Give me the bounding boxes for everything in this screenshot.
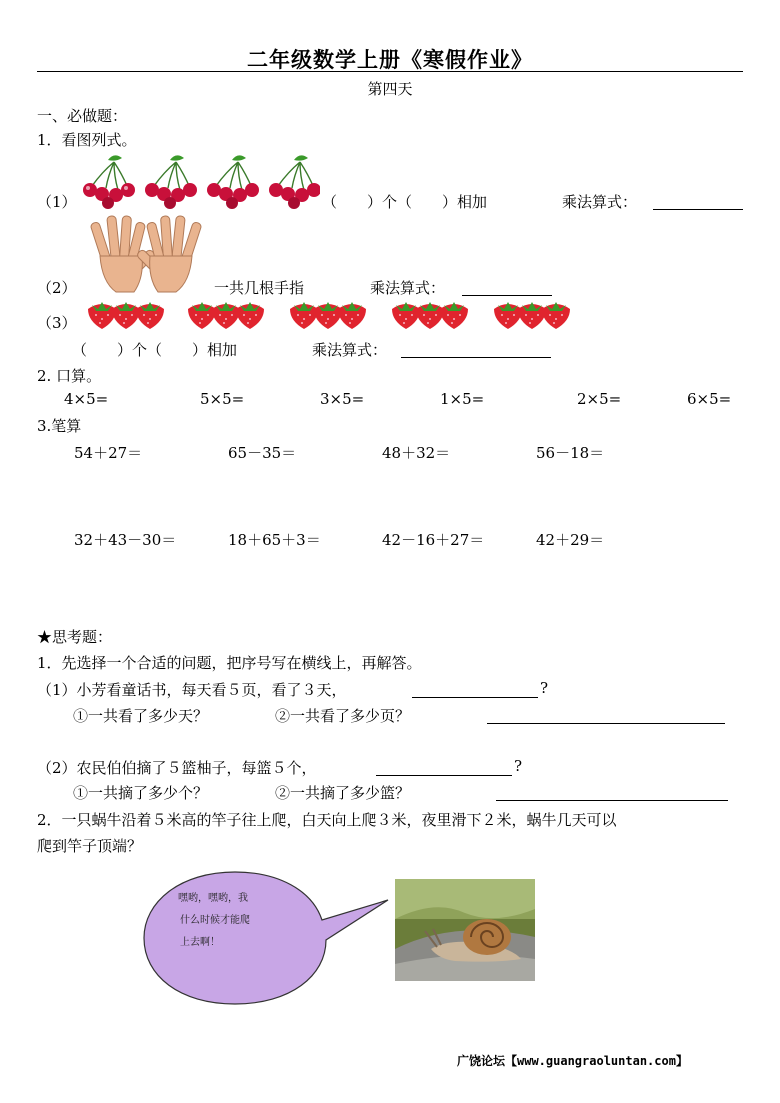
part1-choice-line[interactable] xyxy=(412,679,538,698)
q1-label: 1．看图列式。 xyxy=(37,131,137,149)
written-calc-item: 18＋65＋3＝ xyxy=(228,531,321,549)
right-hand xyxy=(136,216,202,292)
strawberry-group-1 xyxy=(88,302,164,329)
part2-option-2: ②一共摘了多少篮？ xyxy=(275,784,411,802)
cherries-image xyxy=(80,150,320,210)
oral-calc-item: 2×5= xyxy=(577,390,622,408)
bubble-text-line2: 什么时候才能爬 xyxy=(180,915,250,926)
strawberry-group-4 xyxy=(392,302,468,329)
part2-choice-line[interactable] xyxy=(376,757,512,776)
written-calc-item: 42＋29＝ xyxy=(536,531,605,549)
item1-text: （ ）个（ ）相加 xyxy=(322,193,488,211)
item1-formula-label: 乘法算式： xyxy=(562,193,638,211)
item3-formula-label: 乘法算式： xyxy=(312,341,388,359)
item2-text: 一共几根手指 xyxy=(214,279,305,297)
item2-answer-line[interactable] xyxy=(462,277,552,296)
section1-heading: 一、必做题： xyxy=(37,107,128,125)
written-calc-item: 42－16＋27＝ xyxy=(382,531,485,549)
q2-label: 2. 口算。 xyxy=(37,367,102,385)
oral-calc-item: 3×5= xyxy=(320,390,365,408)
strawberry-group-5 xyxy=(494,302,570,329)
snail-question-line2: 爬到竿子顶端？ xyxy=(37,837,143,855)
part1-option-1: ①一共看了多少天？ xyxy=(73,707,209,725)
snail-photo xyxy=(395,879,535,981)
footer-source: 广饶论坛【www.guangraoluntan.com】 xyxy=(457,1054,688,1068)
part1-answer-line[interactable] xyxy=(487,705,725,724)
bubble-text-line3: 上去啊！ xyxy=(180,937,220,948)
item1-answer-line[interactable] xyxy=(653,191,743,210)
part2-answer-line[interactable] xyxy=(496,782,728,801)
written-calc-item: 56－18＝ xyxy=(536,444,605,462)
cherry-cluster-2 xyxy=(145,155,197,209)
strawberry-group-2 xyxy=(188,302,264,329)
title-underline xyxy=(37,71,743,72)
item3-text: （ ）个（ ）相加 xyxy=(72,341,238,359)
item1-number: （1） xyxy=(37,193,77,211)
section2-heading: ★思考题： xyxy=(37,628,113,646)
hands-image xyxy=(82,212,212,294)
part2-option-1: ①一共摘了多少个？ xyxy=(73,784,209,802)
part1-text: （1）小芳看童话书，每天看５页，看了３天， xyxy=(37,681,347,699)
written-calc-item: 65－35＝ xyxy=(228,444,297,462)
oral-calc-item: 4×5= xyxy=(64,390,109,408)
oral-calc-item: 5×5= xyxy=(200,390,245,408)
oral-calc-item: 6×5= xyxy=(687,390,732,408)
item2-formula-label: 乘法算式： xyxy=(370,279,446,297)
written-calc-item: 32＋43－30＝ xyxy=(74,531,177,549)
bubble-text-line1: 嘿哟，嘿哟，我 xyxy=(178,893,248,904)
q3-label: 3.笔算 xyxy=(37,417,82,435)
item3-answer-line[interactable] xyxy=(401,339,551,358)
part1-option-2: ②一共看了多少页？ xyxy=(275,707,411,725)
day-label: 第四天 xyxy=(367,80,413,98)
thinking-q1-label: 1．先选择一个合适的问题，把序号写在横线上，再解答。 xyxy=(37,654,422,672)
part2-question-mark: ? xyxy=(514,757,523,775)
page-title: 二年级数学上册《寒假作业》 xyxy=(247,47,533,72)
item2-number: （2） xyxy=(37,279,77,297)
strawberries-image xyxy=(86,297,578,331)
oral-calc-item: 1×5= xyxy=(440,390,485,408)
part2-text: （2）农民伯伯摘了５篮柚子，每篮５个， xyxy=(37,759,317,777)
written-calc-item: 48＋32＝ xyxy=(382,444,451,462)
part1-question-mark: ? xyxy=(540,679,549,697)
written-calc-item: 54＋27＝ xyxy=(74,444,143,462)
cherry-cluster-1 xyxy=(83,155,135,209)
strawberry-group-3 xyxy=(290,302,366,329)
cherry-cluster-3 xyxy=(207,155,259,209)
cherry-cluster-4 xyxy=(269,155,320,209)
item3-number: （3） xyxy=(37,314,77,332)
snail-question-line1: 2．一只蜗牛沿着５米高的竿子往上爬，白天向上爬３米，夜里滑下２米，蜗牛几天可以 xyxy=(37,811,617,829)
